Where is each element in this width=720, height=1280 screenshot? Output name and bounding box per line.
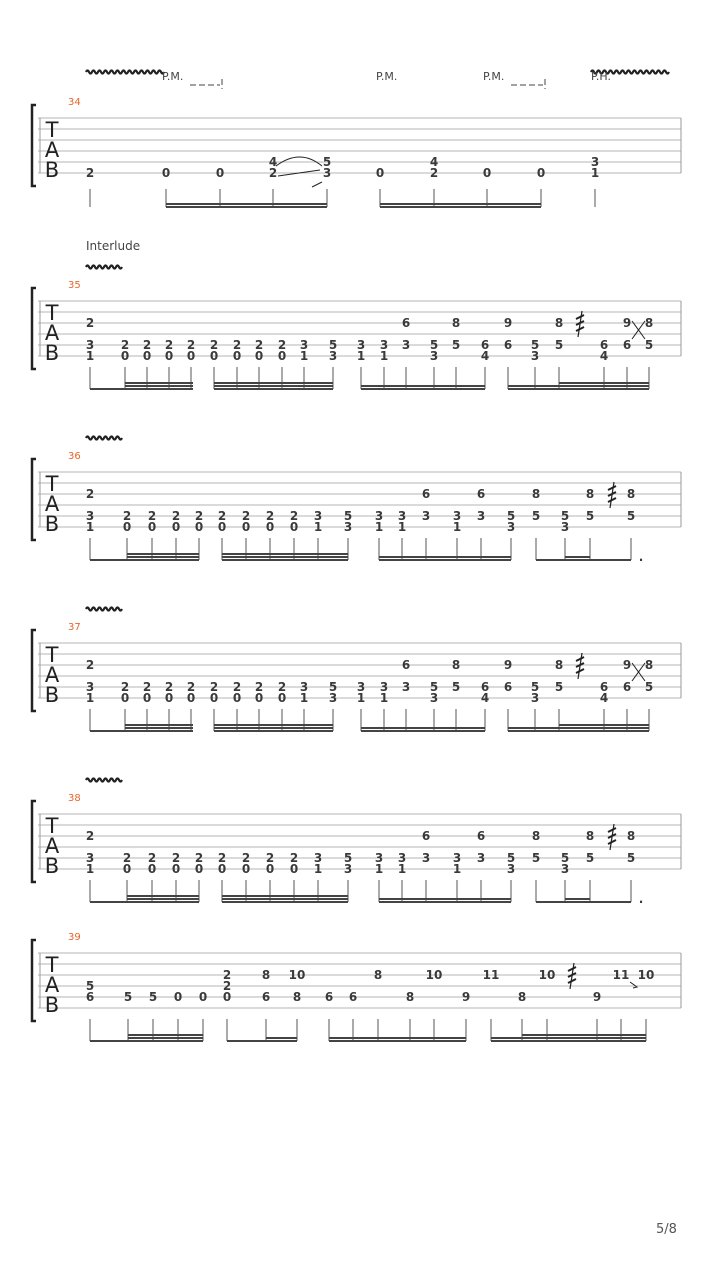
vibrato-wave-icon xyxy=(86,779,122,782)
fret-number: 9 xyxy=(622,658,632,672)
fret-number: 6 xyxy=(622,680,632,694)
tremolo-slash-icon xyxy=(576,311,584,337)
fret-number: 5 xyxy=(343,851,353,865)
fret-number: 5 xyxy=(644,680,654,694)
fret-number: 3 xyxy=(429,349,439,363)
fret-number: 3 xyxy=(421,851,431,865)
fret-number: 0 xyxy=(194,520,204,534)
fret-number: 8 xyxy=(451,658,461,672)
fret-number: 6 xyxy=(476,487,486,501)
tab-clef-b: B xyxy=(44,158,60,182)
staff-bracket xyxy=(32,630,36,711)
fret-number: 6 xyxy=(599,680,609,694)
fret-number: 0 xyxy=(147,520,157,534)
fret-number: 1 xyxy=(313,520,323,534)
fret-number: 8 xyxy=(554,316,564,330)
fret-number: 0 xyxy=(215,166,225,180)
fret-number: 4 xyxy=(480,691,490,705)
fret-number: 10 xyxy=(288,968,306,982)
fret-number: 1 xyxy=(85,520,95,534)
tab-clef-a: A xyxy=(44,973,60,997)
fret-number: 8 xyxy=(531,487,541,501)
fret-number: 0 xyxy=(536,166,546,180)
fret-number: 0 xyxy=(375,166,385,180)
fret-number: 3 xyxy=(343,520,353,534)
fret-number: 6 xyxy=(503,338,513,352)
fret-number: 6 xyxy=(480,338,490,352)
fret-number: 2 xyxy=(85,829,95,843)
fret-number: 8 xyxy=(261,968,271,982)
fret-number: 3 xyxy=(401,338,411,352)
fret-number: 5 xyxy=(531,851,541,865)
fret-number: 6 xyxy=(85,990,95,1004)
fret-number: 3 xyxy=(421,509,431,523)
fret-number: 4 xyxy=(429,155,439,169)
fret-number: 4 xyxy=(599,349,609,363)
fret-number: 2 xyxy=(142,338,152,352)
fret-number: 3 xyxy=(530,691,540,705)
fret-number: 1 xyxy=(379,349,389,363)
fret-number: 0 xyxy=(232,691,242,705)
fret-number: 0 xyxy=(265,520,275,534)
measure-number: 35 xyxy=(68,280,81,291)
tab-clef-t: T xyxy=(45,472,59,496)
fret-number: 0 xyxy=(241,862,251,876)
fret-number: 8 xyxy=(585,487,595,501)
fret-number: 3 xyxy=(85,338,95,352)
fret-number: 2 xyxy=(429,166,439,180)
fret-number: 1 xyxy=(356,349,366,363)
fret-number: 1 xyxy=(356,691,366,705)
fret-number: 6 xyxy=(480,680,490,694)
fret-number: 11 xyxy=(612,968,630,982)
fret-number: 5 xyxy=(451,680,461,694)
fret-number: 2 xyxy=(85,658,95,672)
fret-number: 2 xyxy=(120,338,130,352)
fret-number: 2 xyxy=(122,509,132,523)
fret-number: 0 xyxy=(209,691,219,705)
fret-number: 1 xyxy=(313,862,323,876)
staff-bracket xyxy=(32,105,36,186)
fret-number: 9 xyxy=(503,658,513,672)
palm-mute-extension xyxy=(511,79,545,89)
staccato-dot: . xyxy=(638,550,644,564)
fret-number: 8 xyxy=(585,829,595,843)
fret-number: 5 xyxy=(429,338,439,352)
fret-number: 0 xyxy=(164,691,174,705)
fret-number: 2 xyxy=(217,851,227,865)
measure-number: 39 xyxy=(68,932,81,943)
staff-bracket xyxy=(32,288,36,369)
fret-number: 3 xyxy=(397,509,407,523)
fret-number: 0 xyxy=(277,691,287,705)
tab-clef-b: B xyxy=(44,341,60,365)
fret-number: 5 xyxy=(560,851,570,865)
fret-number: 5 xyxy=(560,509,570,523)
fret-number: 2 xyxy=(164,680,174,694)
fret-number: 1 xyxy=(85,691,95,705)
fret-number: 5 xyxy=(328,680,338,694)
fret-number: 3 xyxy=(299,680,309,694)
fret-number: 0 xyxy=(164,349,174,363)
fret-number: 1 xyxy=(379,691,389,705)
fret-number: 0 xyxy=(289,862,299,876)
tremolo-slash-icon xyxy=(608,824,616,850)
palm-mute-label: P.M. xyxy=(162,70,184,83)
fret-number: 3 xyxy=(328,691,338,705)
fret-number: 3 xyxy=(530,349,540,363)
fret-number: 0 xyxy=(209,349,219,363)
tab-clef-a: A xyxy=(44,834,60,858)
fret-number: 2 xyxy=(85,316,95,330)
fret-number: 1 xyxy=(374,862,384,876)
tab-clef-t: T xyxy=(45,118,59,142)
fret-number: 2 xyxy=(85,487,95,501)
fret-number: 0 xyxy=(232,349,242,363)
tab-clef-b: B xyxy=(44,854,60,878)
fret-number: 0 xyxy=(194,862,204,876)
fret-number: 3 xyxy=(506,862,516,876)
fret-number: 2 xyxy=(277,680,287,694)
fret-number: 8 xyxy=(644,658,654,672)
fret-number: 2 xyxy=(265,509,275,523)
fret-number: 0 xyxy=(120,691,130,705)
fret-number: 1 xyxy=(452,862,462,876)
fret-number: 5 xyxy=(626,851,636,865)
tab-clef-b: B xyxy=(44,993,60,1017)
tremolo-slash-icon xyxy=(576,653,584,679)
fret-number: 6 xyxy=(599,338,609,352)
fret-number: 6 xyxy=(622,338,632,352)
fret-number: 3 xyxy=(590,155,600,169)
palm-mute-extension xyxy=(190,79,222,89)
fret-number: 2 xyxy=(241,509,251,523)
measure-number: 34 xyxy=(68,97,81,108)
tab-system xyxy=(32,779,681,907)
tab-clef-t: T xyxy=(45,814,59,838)
fret-number: 3 xyxy=(506,520,516,534)
fret-number: 5 xyxy=(506,509,516,523)
fret-number: 2 xyxy=(186,680,196,694)
fret-number: 3 xyxy=(322,166,332,180)
fret-number: 2 xyxy=(289,851,299,865)
fret-number: 3 xyxy=(379,338,389,352)
fret-number: 2 xyxy=(289,509,299,523)
fret-number: 5 xyxy=(343,509,353,523)
fret-number: 5 xyxy=(531,509,541,523)
fret-number: 1 xyxy=(374,520,384,534)
fret-number: 1 xyxy=(397,862,407,876)
staccato-dot: . xyxy=(638,892,644,906)
measure-number: 36 xyxy=(68,451,81,462)
fret-number: 0 xyxy=(217,520,227,534)
fret-number: 9 xyxy=(461,990,471,1004)
fret-number: 5 xyxy=(554,338,564,352)
fret-number: 2 xyxy=(209,338,219,352)
fret-number: 2 xyxy=(254,338,264,352)
fret-number: 3 xyxy=(313,509,323,523)
tab-system xyxy=(32,437,681,565)
fret-number: 5 xyxy=(644,338,654,352)
fret-number: 0 xyxy=(254,349,264,363)
palm-mute-label: P.M. xyxy=(376,70,398,83)
fret-number: 10 xyxy=(637,968,655,982)
fret-number: 2 xyxy=(186,338,196,352)
tab-clef-a: A xyxy=(44,492,60,516)
fret-number: 0 xyxy=(265,862,275,876)
fret-number: 4 xyxy=(480,349,490,363)
fret-number: 3 xyxy=(85,509,95,523)
fret-number: 3 xyxy=(476,509,486,523)
fret-number: 3 xyxy=(452,851,462,865)
staff-bracket xyxy=(32,940,36,1021)
fret-number: 6 xyxy=(348,990,358,1004)
fret-number: 6 xyxy=(401,658,411,672)
tab-clef-b: B xyxy=(44,512,60,536)
fret-number: 1 xyxy=(452,520,462,534)
fret-number: 2 xyxy=(194,509,204,523)
tab-system xyxy=(32,239,681,389)
fret-number: 11 xyxy=(482,968,500,982)
fret-number: 3 xyxy=(313,851,323,865)
fret-number: 0 xyxy=(289,520,299,534)
vibrato-wave-icon xyxy=(86,71,164,74)
fret-number: 2 xyxy=(209,680,219,694)
tremolo-slash-icon xyxy=(608,482,616,508)
fret-number: 2 xyxy=(254,680,264,694)
fret-number: 8 xyxy=(405,990,415,1004)
tab-clef-a: A xyxy=(44,663,60,687)
staff-bracket xyxy=(32,459,36,540)
fret-number: 8 xyxy=(626,829,636,843)
tab-clef-b: B xyxy=(44,683,60,707)
fret-number: 3 xyxy=(452,509,462,523)
fret-number: 2 xyxy=(222,968,232,982)
fret-number: 1 xyxy=(85,862,95,876)
fret-number: 8 xyxy=(517,990,527,1004)
fret-number: 8 xyxy=(554,658,564,672)
page-number: 5/8 xyxy=(656,1222,677,1237)
fret-number: 2 xyxy=(232,338,242,352)
fret-number: 2 xyxy=(232,680,242,694)
fret-number: 0 xyxy=(217,862,227,876)
fret-number: 2 xyxy=(194,851,204,865)
fret-number: 2 xyxy=(241,851,251,865)
measure-number: 38 xyxy=(68,793,81,804)
fret-number: 3 xyxy=(401,680,411,694)
fret-number: 0 xyxy=(173,990,183,1004)
slide-icon xyxy=(630,982,637,988)
fret-number: 1 xyxy=(299,349,309,363)
fret-number: 5 xyxy=(530,338,540,352)
fret-number: 9 xyxy=(592,990,602,1004)
fret-number: 0 xyxy=(241,520,251,534)
fret-number: 3 xyxy=(374,509,384,523)
fret-number: 5 xyxy=(585,509,595,523)
section-label: Interlude xyxy=(86,239,141,253)
fret-number: 10 xyxy=(425,968,443,982)
fret-number: 3 xyxy=(374,851,384,865)
fret-number: 2 xyxy=(222,979,232,993)
slide-icon xyxy=(312,182,322,187)
fret-number: 0 xyxy=(122,520,132,534)
fret-number: 8 xyxy=(531,829,541,843)
fret-number: 5 xyxy=(585,851,595,865)
fret-number: 1 xyxy=(85,349,95,363)
fret-number: 8 xyxy=(626,487,636,501)
fret-number: 5 xyxy=(322,155,332,169)
fret-number: 1 xyxy=(590,166,600,180)
fret-number: 5 xyxy=(506,851,516,865)
fret-number: 0 xyxy=(142,349,152,363)
fret-number: 0 xyxy=(277,349,287,363)
fret-number: 5 xyxy=(451,338,461,352)
fret-number: 3 xyxy=(85,851,95,865)
fret-number: 2 xyxy=(268,166,278,180)
fret-number: 2 xyxy=(147,509,157,523)
fret-number: 2 xyxy=(164,338,174,352)
tab-system xyxy=(32,608,681,732)
vibrato-wave-icon xyxy=(86,437,122,440)
fret-number: 3 xyxy=(85,680,95,694)
slide-icon xyxy=(632,321,645,339)
fret-number: 8 xyxy=(644,316,654,330)
fret-number: 3 xyxy=(299,338,309,352)
fret-number: 9 xyxy=(503,316,513,330)
fret-number: 2 xyxy=(147,851,157,865)
fret-number: 2 xyxy=(122,851,132,865)
fret-number: 1 xyxy=(299,691,309,705)
tab-clef-t: T xyxy=(45,643,59,667)
fret-number: 0 xyxy=(147,862,157,876)
fret-number: 0 xyxy=(186,691,196,705)
tab-clef-a: A xyxy=(44,321,60,345)
fret-number: 1 xyxy=(397,520,407,534)
fret-number: 0 xyxy=(222,990,232,1004)
fret-number: 9 xyxy=(622,316,632,330)
fret-number: 4 xyxy=(599,691,609,705)
fret-number: 5 xyxy=(148,990,158,1004)
fret-number: 3 xyxy=(356,680,366,694)
measure-number: 37 xyxy=(68,622,81,633)
fret-number: 6 xyxy=(324,990,334,1004)
fret-number: 2 xyxy=(171,851,181,865)
fret-number: 2 xyxy=(171,509,181,523)
tab-clef-a: A xyxy=(44,138,60,162)
fret-number: 3 xyxy=(343,862,353,876)
fret-number: 5 xyxy=(554,680,564,694)
fret-number: 0 xyxy=(186,349,196,363)
fret-number: 5 xyxy=(123,990,133,1004)
fret-number: 2 xyxy=(265,851,275,865)
fret-number: 0 xyxy=(142,691,152,705)
vibrato-wave-icon xyxy=(86,266,122,269)
pinch-harmonic-label: P.H. xyxy=(591,70,611,83)
fret-number: 0 xyxy=(254,691,264,705)
tab-clef-t: T xyxy=(45,301,59,325)
fret-number: 4 xyxy=(268,155,278,169)
fret-number: 3 xyxy=(356,338,366,352)
fret-number: 3 xyxy=(429,691,439,705)
fret-number: 2 xyxy=(217,509,227,523)
fret-number: 5 xyxy=(530,680,540,694)
fret-number: 6 xyxy=(401,316,411,330)
fret-number: 0 xyxy=(122,862,132,876)
slide-icon xyxy=(632,663,645,681)
fret-number: 6 xyxy=(421,829,431,843)
fret-number: 6 xyxy=(421,487,431,501)
fret-number: 3 xyxy=(397,851,407,865)
tab-clef-t: T xyxy=(45,953,59,977)
fret-number: 2 xyxy=(142,680,152,694)
fret-number: 6 xyxy=(476,829,486,843)
fret-number: 5 xyxy=(429,680,439,694)
tab-system xyxy=(32,932,681,1041)
vibrato-wave-icon xyxy=(86,608,122,611)
fret-number: 2 xyxy=(277,338,287,352)
fret-number: 0 xyxy=(171,520,181,534)
fret-number: 0 xyxy=(482,166,492,180)
fret-number: 0 xyxy=(120,349,130,363)
palm-mute-label: P.M. xyxy=(483,70,505,83)
fret-number: 0 xyxy=(171,862,181,876)
fret-number: 0 xyxy=(161,166,171,180)
fret-number: 3 xyxy=(560,862,570,876)
fret-number: 3 xyxy=(476,851,486,865)
fret-number: 8 xyxy=(373,968,383,982)
fret-number: 8 xyxy=(451,316,461,330)
fret-number: 5 xyxy=(328,338,338,352)
tremolo-slash-icon xyxy=(568,963,576,989)
fret-number: 2 xyxy=(120,680,130,694)
tab-system xyxy=(32,70,681,207)
fret-number: 2 xyxy=(85,166,95,180)
fret-number: 8 xyxy=(292,990,302,1004)
fret-number: 5 xyxy=(85,979,95,993)
fret-number: 5 xyxy=(626,509,636,523)
fret-number: 3 xyxy=(379,680,389,694)
staff-bracket xyxy=(32,801,36,882)
fret-number: 10 xyxy=(538,968,556,982)
fret-number: 3 xyxy=(560,520,570,534)
fret-number: 6 xyxy=(261,990,271,1004)
fret-number: 6 xyxy=(503,680,513,694)
fret-number: 0 xyxy=(198,990,208,1004)
fret-number: 3 xyxy=(328,349,338,363)
